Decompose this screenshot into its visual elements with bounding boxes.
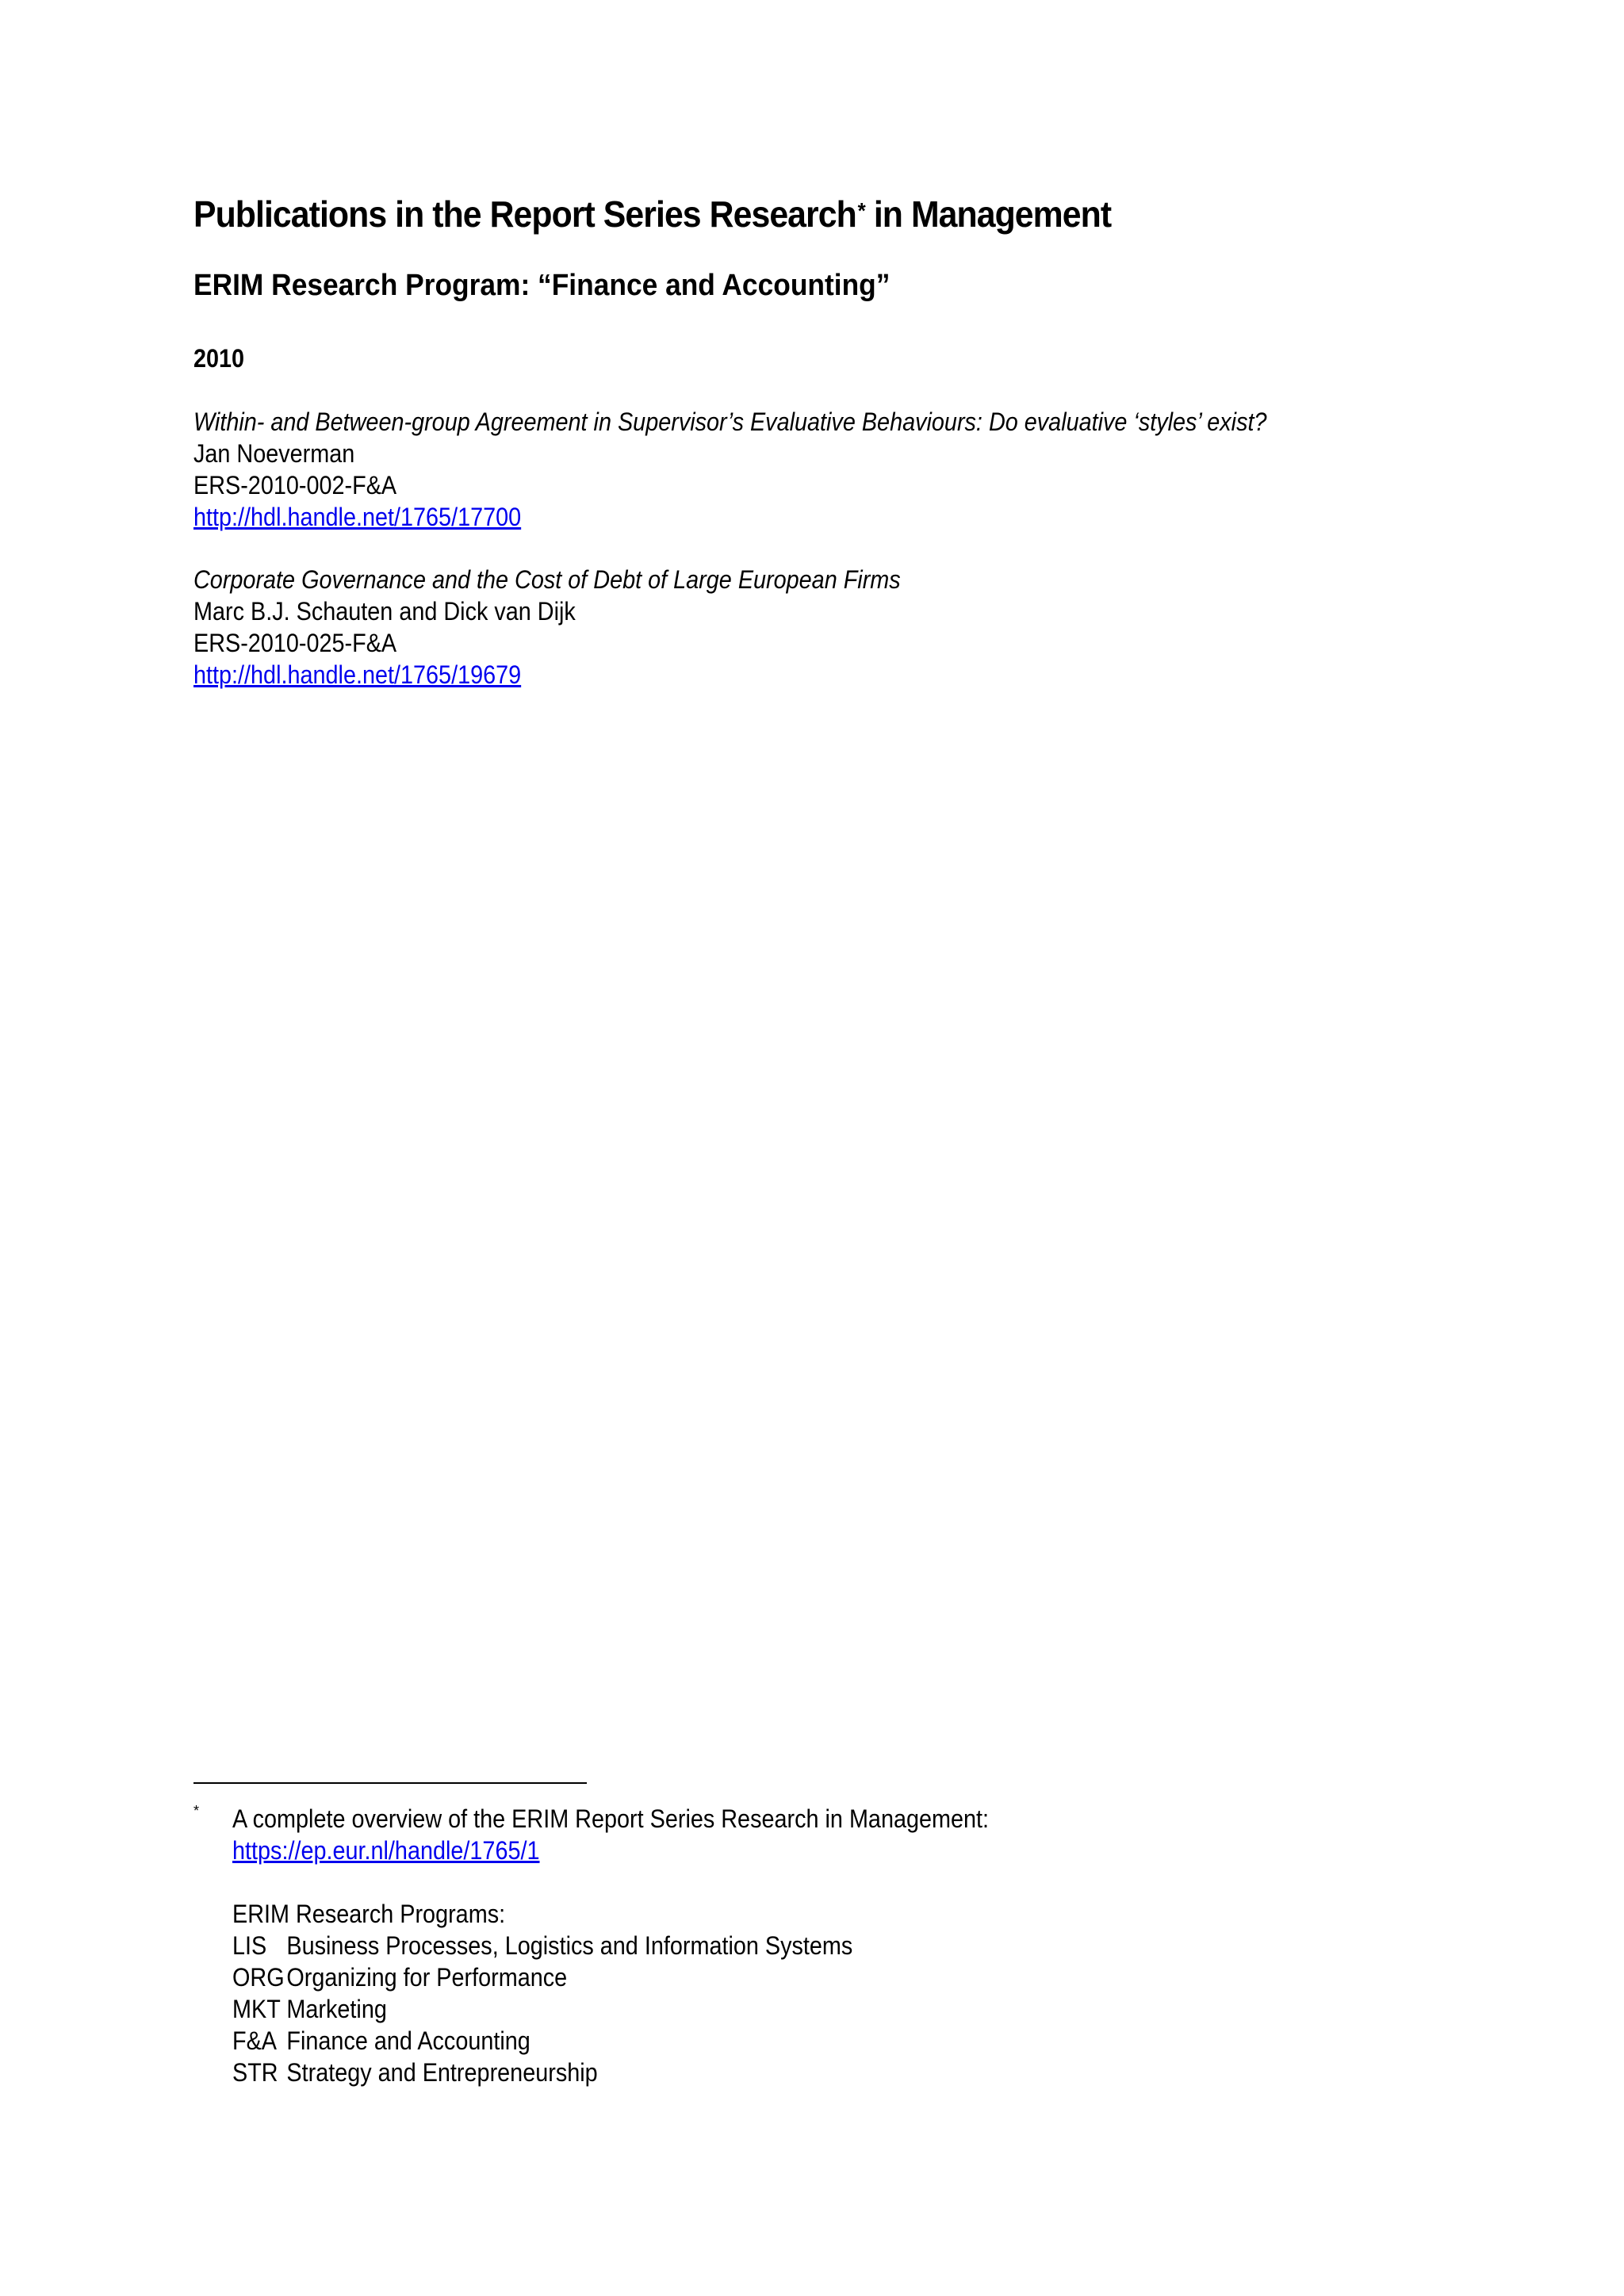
main-content xyxy=(193,190,1462,721)
footnote-divider xyxy=(193,1782,587,1784)
page-title xyxy=(193,190,1373,238)
publication-link[interactable]: http://hdl.handle.net/1765/17700 xyxy=(193,503,522,531)
footnote-reference: * xyxy=(857,198,865,223)
program-row xyxy=(232,1961,1231,1993)
overview-text: A complete overview of the ERIM Report Series Research in Management: xyxy=(232,1804,990,1833)
title-suffix: in Management xyxy=(864,193,1112,235)
program-heading: ERIM Research Program: “Finance and Accounting” xyxy=(193,269,891,302)
program-name: Marketing xyxy=(286,1995,387,2023)
publication-entry xyxy=(193,406,1462,533)
report-number: ERS-2010-025-F&A xyxy=(193,629,397,657)
footnote-body xyxy=(232,1803,1342,2088)
program-row xyxy=(232,2025,1231,2057)
overview-link[interactable]: https://ep.eur.nl/handle/1765/1 xyxy=(232,1836,540,1865)
publication-entry xyxy=(193,564,1462,691)
program-code: STR xyxy=(232,2058,278,2087)
program-name: Organizing for Performance xyxy=(286,1963,568,1992)
program-name: Business Processes, Logistics and Information Systems xyxy=(286,1931,853,1960)
title-main: Publications in the Report Series Research xyxy=(193,193,856,235)
publication-link[interactable]: http://hdl.handle.net/1765/19679 xyxy=(193,660,522,689)
program-name: Strategy and Entrepreneurship xyxy=(286,2058,598,2087)
publication-authors: Marc B.J. Schauten and Dick van Dijk xyxy=(193,597,576,626)
program-code: MKT xyxy=(232,1995,281,2023)
program-name: Finance and Accounting xyxy=(286,2026,530,2055)
program-row xyxy=(232,1993,1231,2025)
publication-authors: Jan Noeverman xyxy=(193,439,355,468)
year-heading: 2010 xyxy=(193,344,245,373)
publication-title: Within- and Between-group Agreement in Supervisor’s Evaluative Behaviours: Do evaluative ‘styles’ exist? xyxy=(193,408,1267,436)
footnote-marker: * xyxy=(193,1803,200,1819)
program-code: F&A xyxy=(232,2026,278,2055)
report-number: ERS-2010-002-F&A xyxy=(193,471,397,499)
program-row xyxy=(232,2057,1231,2088)
program-code: ORG xyxy=(232,1963,285,1992)
publication-list xyxy=(193,406,1462,691)
programs-heading: ERIM Research Programs: xyxy=(232,1900,506,1928)
program-code: LIS xyxy=(232,1931,267,1960)
program-row xyxy=(232,1930,1231,1961)
publication-title: Corporate Governance and the Cost of Debt of Large European Firms xyxy=(193,565,901,594)
